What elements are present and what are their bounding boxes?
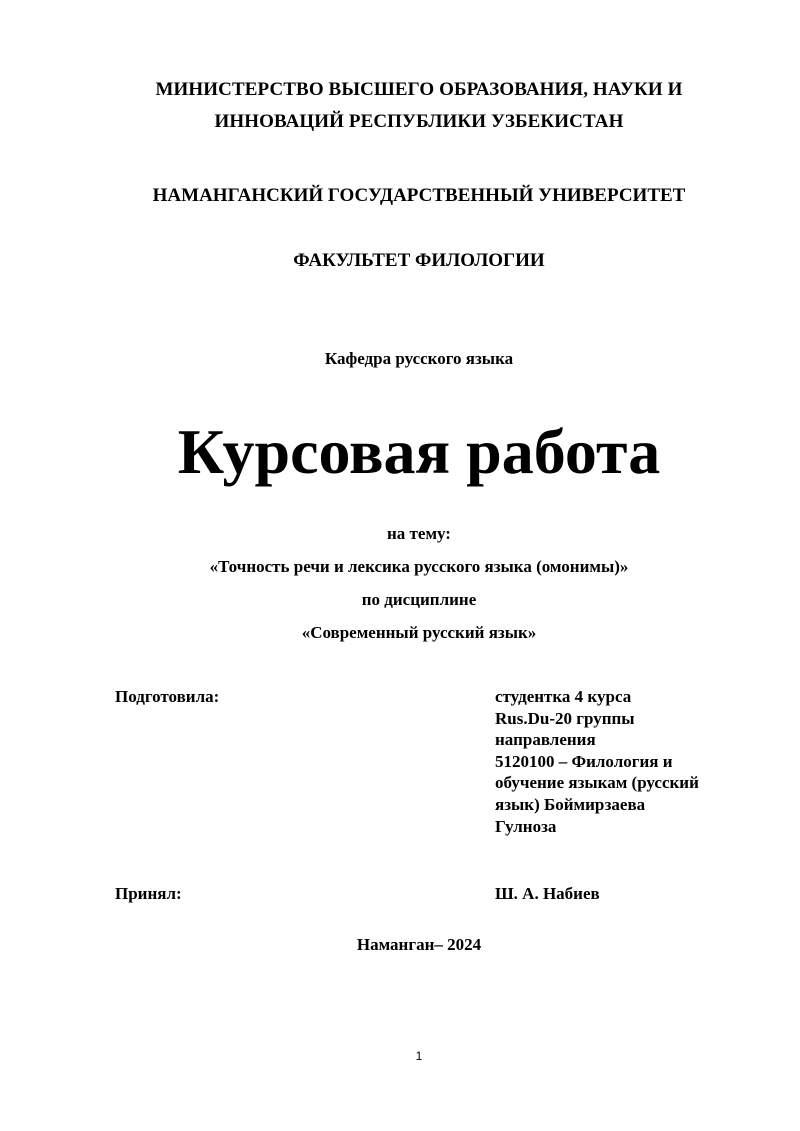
discipline-label: по дисциплине: [361, 590, 477, 609]
direction-name-line: обучение языкам (русский: [495, 773, 699, 793]
student-surname: Боймирзаева: [544, 794, 646, 814]
topic-label: на тему:: [387, 524, 451, 543]
student-first-name: Гулноза: [495, 816, 557, 836]
department-heading: Кафедра русского языка: [324, 349, 514, 368]
prepared-by-label: Подготовила:: [115, 687, 220, 706]
accepted-by-name: Ш. А. Набиев: [495, 884, 600, 903]
direction-code-line: 5120100 – Филология и: [495, 751, 673, 771]
ministry-heading: [0, 74, 800, 138]
city-year: Наманган– 2024: [356, 935, 482, 954]
ministry-line-1: МИНИСТЕРСТВО ВЫСШЕГО ОБРАЗОВАНИЯ, НАУКИ И: [155, 79, 683, 100]
student-year-line: студентка 4 курса: [495, 687, 632, 706]
discipline-text: «Современный русский язык»: [301, 623, 537, 642]
accepted-by-label: Принял:: [115, 884, 182, 903]
university-heading: НАМАНГАНСКИЙ ГОСУДАРСТВЕННЫЙ УНИВЕРСИТЕТ: [152, 185, 686, 206]
direction-name-end: язык): [495, 794, 540, 814]
student-group-line: Rus.Du-20 группы: [495, 708, 635, 728]
ministry-line-2: ИННОВАЦИЙ РЕСПУБЛИКИ УЗБЕКИСТАН: [214, 111, 624, 132]
topic-text: «Точность речи и лексика русского языка (омонимы)»: [209, 557, 629, 576]
direction-surname-line: [495, 794, 724, 816]
direction-label-line: направления: [495, 730, 596, 750]
faculty-heading: ФАКУЛЬТЕТ ФИЛОЛОГИИ: [293, 250, 545, 271]
page-number: 1: [415, 1049, 423, 1063]
prepared-by-details: [495, 686, 724, 837]
document-title: Курсовая работа: [177, 416, 661, 487]
